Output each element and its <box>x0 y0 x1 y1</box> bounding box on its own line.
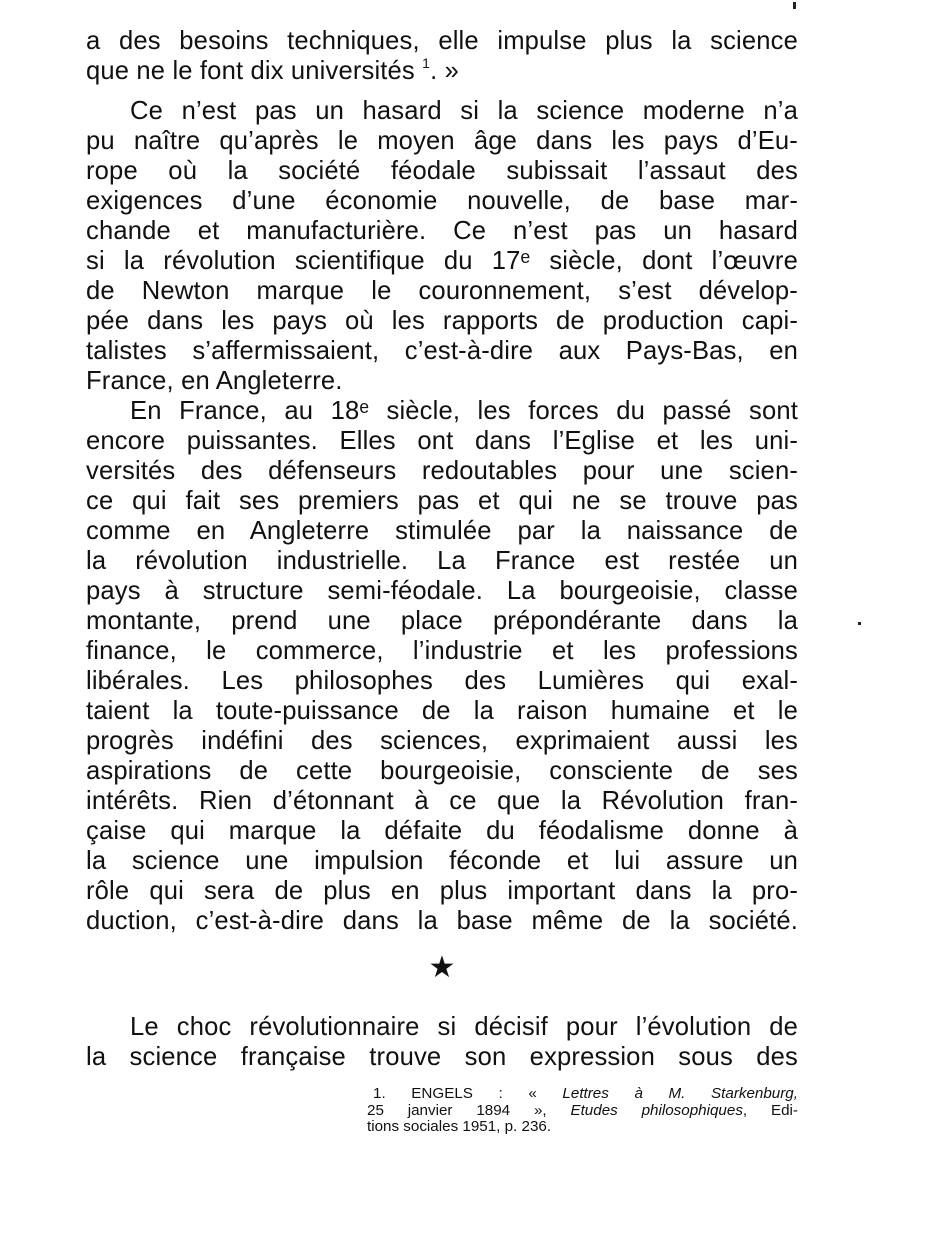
footnote-author: 1. ENGELS : « <box>373 1085 563 1102</box>
text-line: taient la toute-puissance de la raison humaine et le <box>86 697 798 725</box>
paragraph-1 <box>86 26 798 86</box>
text-line: libérales. Les philosophes des Lumières qui exal- <box>86 667 798 695</box>
text-line: France, en Angleterre. <box>86 367 343 395</box>
text-fragment: . » <box>430 57 459 85</box>
footnote-line <box>367 1086 798 1103</box>
text-line: pée dans les pays où les rapports de production capi- <box>86 307 798 335</box>
text-line: a des besoins techniques, elle impulse plus la science <box>86 27 798 55</box>
text-line: çaise qui marque la défaite du féodalisme donne à <box>86 817 798 845</box>
footnote-line <box>367 1103 798 1120</box>
text-line: Le choc révolutionnaire si décisif pour l’évolution de <box>130 1013 798 1041</box>
section-separator <box>86 953 798 983</box>
text-line: exigences d’une économie nouvelle, de base mar- <box>86 187 798 215</box>
text-line: la révolution industrielle. La France est restée un <box>86 547 798 575</box>
text-line: encore puissantes. Elles ont dans l’Eglise et les uni- <box>86 427 798 455</box>
text-line: En France, au 18ᵉ siècle, les forces du passé sont <box>130 397 798 425</box>
text-fragment: que ne le font dix universités <box>86 57 423 85</box>
text-line: versités des défenseurs redoutables pour une scien- <box>86 457 798 485</box>
text-line: montante, prend une place prépondérante dans la <box>86 607 798 635</box>
page-body <box>86 26 798 1135</box>
star-icon: ★ <box>428 951 456 984</box>
footnote-reference: 1 <box>422 55 431 71</box>
scan-speck-top <box>793 2 796 9</box>
text-line: duction, c’est-à-dire dans la base même de la société. <box>86 907 798 935</box>
text-line: intérêts. Rien d’étonnant à ce que la Révolution fran- <box>86 787 798 815</box>
text-line: si la révolution scientifique du 17ᵉ siècle, dont l’œuvre <box>86 247 798 275</box>
text-line: la science française trouve son expression sous des <box>86 1043 798 1071</box>
footnote-line: tions sociales 1951, p. 236. <box>367 1118 552 1135</box>
text-line: chande et manufacturière. Ce n’est pas un hasard <box>86 217 798 245</box>
footnote-publisher: , Edi- <box>742 1101 798 1119</box>
footnote-date: 25 janvier 1894 », <box>367 1101 571 1119</box>
paragraph-2 <box>86 96 798 396</box>
paragraph-4 <box>86 1012 798 1072</box>
text-line: comme en Angleterre stimulée par la naissance de <box>86 517 798 545</box>
text-line: pays à structure semi-féodale. La bourgeoisie, classe <box>86 577 798 605</box>
footnote-book-title: Etudes philosophiques <box>570 1101 743 1119</box>
footnote-title: Lettres à M. Starkenburg, <box>562 1085 798 1102</box>
text-line: ce qui fait ses premiers pas et qui ne se trouve pas <box>86 487 798 515</box>
text-line: aspirations de cette bourgeoisie, consciente de ses <box>86 757 798 785</box>
text-line: rôle qui sera de plus en plus important dans la pro- <box>86 877 798 905</box>
paragraph-3 <box>86 396 798 936</box>
text-line <box>86 56 798 86</box>
text-line: pu naître qu’après le moyen âge dans les pays d’Eu- <box>86 127 798 155</box>
text-line: la science une impulsion féconde et lui assure un <box>86 847 798 875</box>
text-line: Ce n’est pas un hasard si la science moderne n’a <box>130 97 798 125</box>
scan-speck-right <box>858 622 861 625</box>
text-line: de Newton marque le couronnement, s’est dévelop- <box>86 277 798 305</box>
text-line: rope où la société féodale subissait l’assaut des <box>86 157 798 185</box>
footnote <box>367 1086 798 1136</box>
text-line: talistes s’affermissaient, c’est-à-dire aux Pays-Bas, en <box>86 337 798 365</box>
text-line: finance, le commerce, l’industrie et les professions <box>86 637 798 665</box>
text-line: progrès indéfini des sciences, exprimaient aussi les <box>86 727 798 755</box>
